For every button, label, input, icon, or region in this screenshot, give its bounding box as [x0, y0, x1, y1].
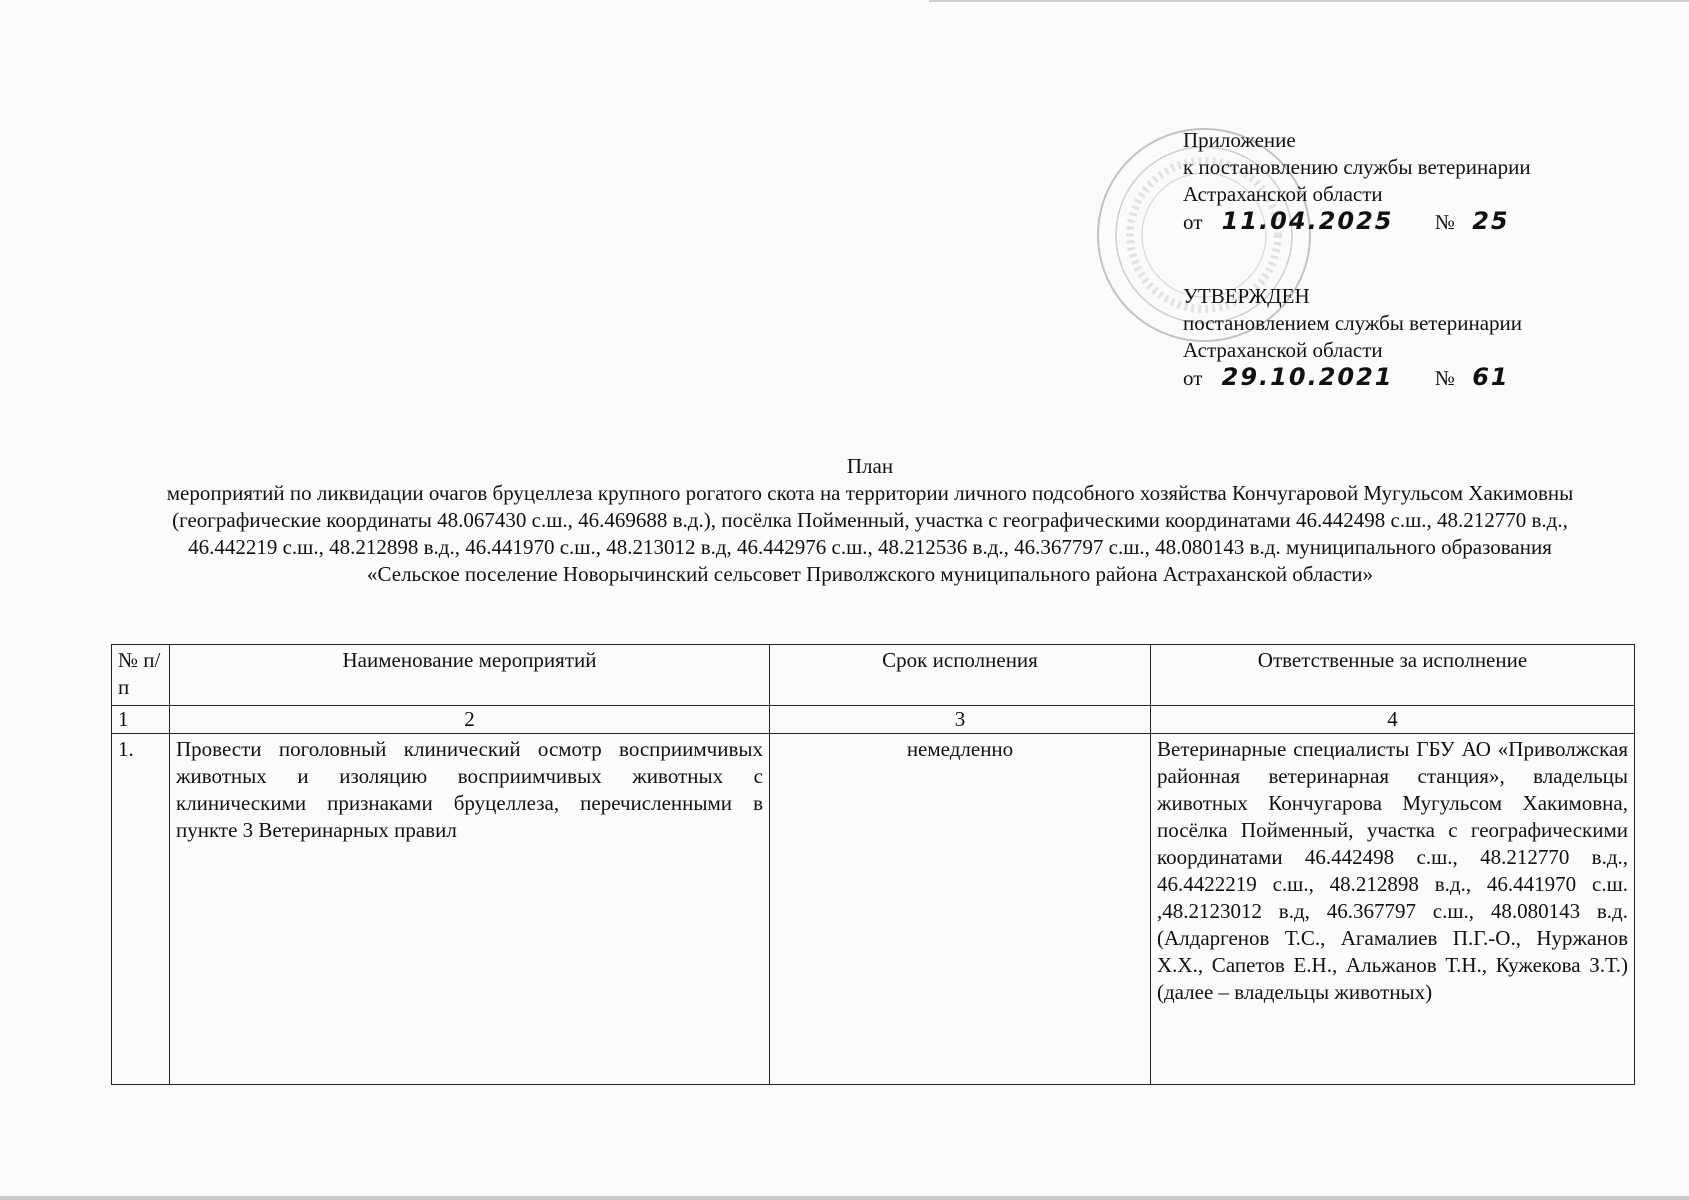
- table-header-row: [112, 645, 1635, 706]
- header-responsible: Ответственные за исполнение: [1151, 645, 1635, 706]
- approved-line: Астраханской области: [1183, 338, 1383, 362]
- row-responsible: Ветеринарные специалисты ГБУ АО «Приволжская районная ветеринарная станция», владельцы животных Кончугарова Мугульсом Хакимовна, посёлка Пойменный, участка с географическими координатами 46.442498 с.ш., 48.212770 в.д., 46.4422219 с.ш., 48.212898 в.д., 46.441970 с.ш. ,48.2123012 в.д, 46.367797 с.ш., 48.080143 в.д. (Алдаргенов Т.С., Агамалиев П.Г.-О., Нуржанов Х.Х., Сапетов Е.Н., Альжанов Т.Н., Кужекова З.Т.) (далее – владельцы животных): [1151, 734, 1635, 1085]
- approved-line: постановлением службы ветеринарии: [1183, 311, 1523, 335]
- scan-edge-top: [929, 0, 1689, 2]
- approved-line: УТВЕРЖДЕН: [1183, 284, 1310, 308]
- approved-date-handwritten: 29.10.2021: [1221, 363, 1394, 391]
- appendix-date-handwritten: 11.04.2025: [1221, 207, 1394, 235]
- appendix-header: [1183, 127, 1531, 236]
- plan-title: План: [846, 454, 894, 478]
- appendix-line: к постановлению службы ветеринарии: [1183, 155, 1531, 179]
- date-prefix: от: [1183, 210, 1203, 234]
- number-label: №: [1434, 366, 1455, 390]
- approved-date-line: [1183, 364, 1522, 392]
- date-prefix: от: [1183, 366, 1203, 390]
- column-number: 4: [1151, 706, 1635, 734]
- row-number: 1.: [112, 734, 170, 1085]
- approved-number-handwritten: 61: [1472, 363, 1510, 391]
- header-action: Наименование мероприятий: [170, 645, 770, 706]
- approved-header: [1183, 283, 1522, 392]
- plan-subtitle: мероприятий по ликвидации очагов бруцеллеза крупного рогатого скота на территории личного подсобного хозяйства Кончугаровой Мугульсом Хакимовны (географические координаты 48.067430 с.ш., 46.469688 в.д.), посёлка Пойменный, участка с географическими координатами 46.442498 с.ш., 48.212770 в.д., 46.442219 с.ш., 48.212898 в.д., 46.441970 с.ш., 48.213012 в.д, 46.442976 с.ш., 48.212536 в.д., 46.367797 с.ш., 48.080143 в.д. муниципального образования «Сельское поселение Новорычинский сельсовет Приволжского муниципального района Астраханской области»: [166, 481, 1574, 586]
- row-deadline: немедленно: [770, 734, 1151, 1085]
- plan-table: [111, 644, 1635, 1085]
- column-number: 3: [770, 706, 1151, 734]
- appendix-number-handwritten: 25: [1472, 207, 1510, 235]
- appendix-line: Астраханской области: [1183, 182, 1383, 206]
- column-number: 1: [112, 706, 170, 734]
- appendix-line: Приложение: [1183, 128, 1296, 152]
- row-action: Провести поголовный клинический осмотр восприимчивых животных и изоляцию восприимчивых животных с клиническими признаками бруцеллеза, перечисленными в пункте 3 Ветеринарных правил: [170, 734, 770, 1085]
- number-label: №: [1434, 210, 1455, 234]
- plan-title-block: [150, 453, 1590, 588]
- column-number: 2: [170, 706, 770, 734]
- header-number: № п/п: [112, 645, 170, 706]
- column-number-row: [112, 706, 1635, 734]
- table-row: [112, 734, 1635, 1085]
- appendix-date-line: [1183, 208, 1531, 236]
- header-deadline: Срок исполнения: [770, 645, 1151, 706]
- scan-edge-bottom: [0, 1196, 1689, 1200]
